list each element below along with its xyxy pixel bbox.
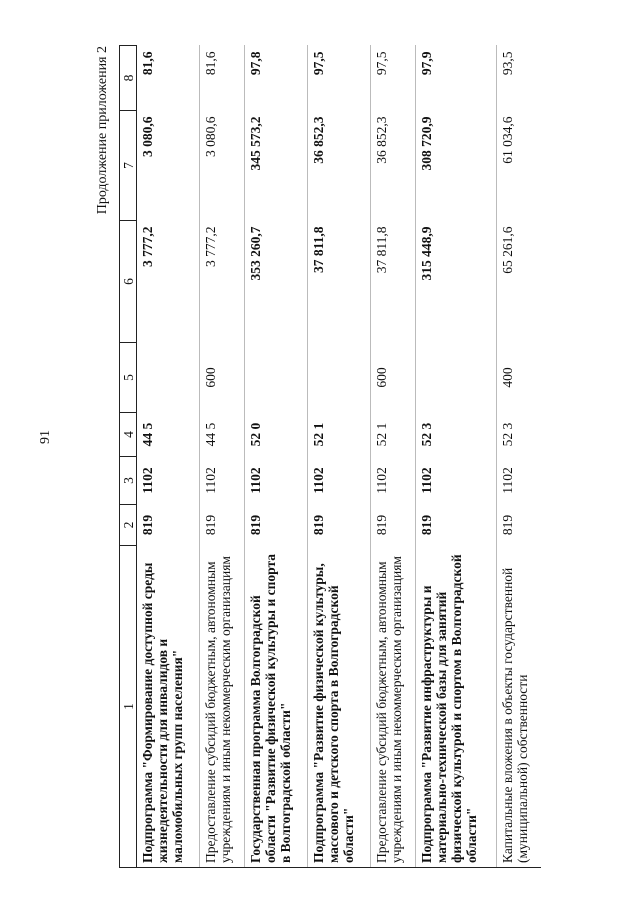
row-plan-cell: 37 811,8: [308, 221, 371, 343]
row-code-cell: 819: [308, 505, 371, 546]
row-section-cell: 1102: [244, 457, 307, 505]
row-type-cell: [308, 343, 371, 413]
row-percent-cell: 93,5: [497, 46, 541, 111]
row-actual-cell: 308 720,9: [415, 111, 496, 221]
row-name-cell: Подпрограмма "Формирование доступной среды жизнедеятельности для инвалидов и маломобильных групп населения": [137, 546, 200, 868]
row-percent-cell: 97,9: [415, 46, 496, 111]
row-actual-cell: 61 034,6: [497, 111, 541, 221]
appendix-note: Продолжение приложения 2: [95, 46, 110, 215]
row-section-cell: 1102: [497, 457, 541, 505]
row-code-cell: 819: [140, 514, 155, 536]
row-percent-cell: 97,8: [244, 46, 307, 111]
row-plan-cell: 65 261,6: [497, 221, 541, 343]
table-row: [415, 46, 496, 868]
row-actual-cell: 36 852,3: [371, 111, 416, 221]
row-name-cell: Предоставление субсидий бюджетным, автономным учреждениям и иным некоммерческим организациям: [371, 546, 416, 868]
row-code-cell: 819: [497, 505, 541, 546]
row-actual-cell: 36 852,3: [308, 111, 371, 221]
col-header-3: 3: [120, 457, 137, 505]
row-section-cell: 1102: [140, 467, 155, 494]
col-header-4: 4: [120, 413, 137, 457]
row-name-cell: Государственная программа Волгоградской области "Развитие физической культуры и спорта в Волгоградской области": [244, 546, 307, 868]
row-name-cell: Подпрограмма "Развитие инфраструктуры и материально-технической базы для занятий физической культурой и спортом в Волгоградской области": [415, 546, 496, 868]
row-type-cell: [244, 343, 307, 413]
col-header-8: 8: [120, 46, 137, 111]
row-name-cell: Подпрограмма "Развитие физической культуры, массового и детского спорта в Волгоградской области": [308, 546, 371, 868]
row-name-cell: Капитальные вложения в объекты государственной (муниципальной) собственности: [497, 546, 541, 868]
table-row: [497, 46, 541, 868]
row-percent-cell: 81,6: [200, 46, 245, 111]
budget-table: [119, 45, 541, 868]
page-number: 91: [38, 430, 53, 444]
row-code-cell: 819: [415, 505, 496, 546]
row-code-cell: 819: [200, 505, 245, 546]
table-header-row: [120, 46, 137, 868]
row-type-cell: 400: [497, 343, 541, 413]
row-plan-cell: 3 777,2: [140, 226, 155, 267]
row-name-cell: Предоставление субсидий бюджетным, автономным учреждениям и иным некоммерческим организациям: [200, 546, 245, 868]
rotated-page-content: [94, 46, 544, 868]
row-type-cell: [137, 343, 200, 413]
row-target-cell: 52 1: [371, 413, 416, 457]
row-target-cell: 52 0: [244, 413, 307, 457]
row-target-cell: 52 3: [415, 413, 496, 457]
row-percent-cell: 81,6: [140, 51, 155, 76]
row-section-cell: 1102: [415, 457, 496, 505]
row-plan-cell: 3 777,2: [200, 221, 245, 343]
table-row: [244, 46, 307, 868]
col-header-1: 1: [120, 546, 137, 868]
row-target-cell: 44 5: [140, 422, 155, 447]
row-type-cell: 600: [200, 343, 245, 413]
col-header-5: 5: [120, 343, 137, 413]
table-row: [308, 46, 371, 868]
table-row: [137, 46, 200, 868]
row-section-cell: 1102: [371, 457, 416, 505]
row-code-cell: 819: [244, 505, 307, 546]
col-header-7: 7: [120, 111, 137, 221]
row-target-cell: 44 5: [200, 413, 245, 457]
row-target-cell: 52 3: [497, 413, 541, 457]
row-section-cell: 1102: [200, 457, 245, 505]
row-percent-cell: 97,5: [371, 46, 416, 111]
row-actual-cell: 3 080,6: [140, 116, 155, 157]
row-plan-cell: 37 811,8: [371, 221, 416, 343]
row-target-cell: 52 1: [308, 413, 371, 457]
row-type-cell: [415, 343, 496, 413]
row-actual-cell: 3 080,6: [200, 111, 245, 221]
row-percent-cell: 97,5: [308, 46, 371, 111]
row-plan-cell: 315 448,9: [415, 221, 496, 343]
col-header-6: 6: [120, 221, 137, 343]
row-actual-cell: 345 573,2: [244, 111, 307, 221]
row-code-cell: 819: [371, 505, 416, 546]
col-header-2: 2: [120, 505, 137, 546]
row-plan-cell: 353 260,7: [244, 221, 307, 343]
row-section-cell: 1102: [308, 457, 371, 505]
table-row: [371, 46, 416, 868]
row-type-cell: 600: [371, 343, 416, 413]
table-row: [200, 46, 245, 868]
